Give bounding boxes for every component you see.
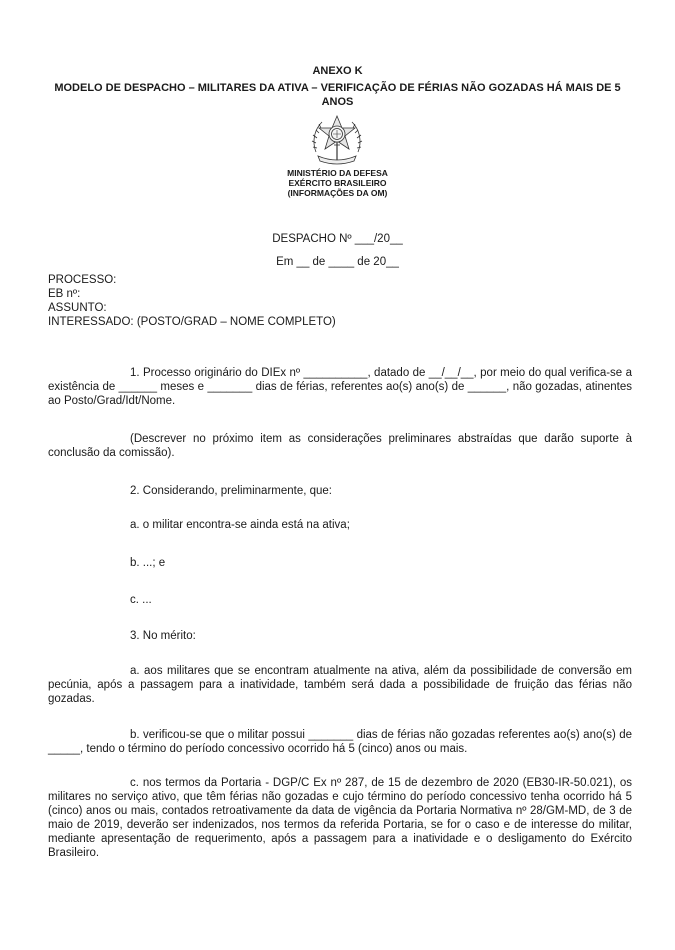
organization-block [0,168,675,198]
org-line-ministry: MINISTÉRIO DA DEFESA [287,168,388,178]
paragraph-2a: a. o militar encontra-se ainda está na ativa; [130,519,350,531]
paragraph-3: 3. No mérito: [130,630,196,642]
paragraph-3c: c. nos termos da Portaria - DGP/C Ex nº 287, de 15 de dezembro de 2020 (EB30-IR-50.021), os militares no serviço ativo, que têm férias não gozadas e cujo término do período concessivo tenha ocorrido há 5 (cinco) anos ou mais, contados retroativamente da data de vigência da Portaria Normativa nº 28/GM-MD, de 3 de maio de 2019, deverão ser indenizados, nos termos da referida Portaria, se for o caso e de interesse do militar, mediante apresentação de requerimento, após a passagem para a inatividade e o desligamento do Exército Brasileiro. [48,777,632,859]
coat-of-arms-icon [308,112,366,168]
note-paragraph: (Descrever no próximo item as considerações preliminares abstraídas que darão suporte à conclusão da comissão). [48,433,632,459]
paragraph-2b: b. ...; e [130,557,166,569]
paragraph-3a: a. aos militares que se encontram atualmente na ativa, além da possibilidade de conversão em pecúnia, após a passagem para a inatividade, também será dada a possibilidade de fruição das férias não gozadas. [48,665,632,705]
org-line-om: (INFORMAÇÕES DA OM) [287,188,388,198]
despacho-header [0,228,675,274]
paragraph-3b: b. verificou-se que o militar possui _______ dias de férias não gozadas referentes ao(s) ano(s) de _____, tendo o término do período concessivo ocorrido há 5 (cinco) anos ou mais. [48,729,632,755]
field-eb: EB nº: [48,288,81,300]
annex-title: ANEXO K [312,65,363,77]
org-line-army: EXÉRCITO BRASILEIRO [288,178,387,188]
field-interessado: INTERESSADO: (POSTO/GRAD – NOME COMPLETO) [48,316,336,328]
model-title: MODELO DE DESPACHO – MILITARES DA ATIVA – VERIFICAÇÃO DE FÉRIAS NÃO GOZADAS HÁ MAIS DE 5 ANOS [54,82,621,108]
paragraph-2c: c. ... [130,594,152,606]
field-processo: PROCESSO: [48,274,117,286]
header-fields [48,273,336,329]
despacho-number: DESPACHO Nº ___/20__ [272,233,403,245]
field-assunto: ASSUNTO: [48,302,107,314]
paragraph-2: 2. Considerando, preliminarmente, que: [130,485,333,497]
despacho-date: Em __ de ____ de 20__ [276,256,399,268]
paragraph-1: 1. Processo originário do DIEx nº __________, datado de __/__/__, por meio do qual verifica-se a existência de ______ meses e _______ dias de férias, referentes ao(s) ano(s) de ______, não gozadas, atinentes ao Posto/Grad/Idt/Nome. [48,367,632,407]
